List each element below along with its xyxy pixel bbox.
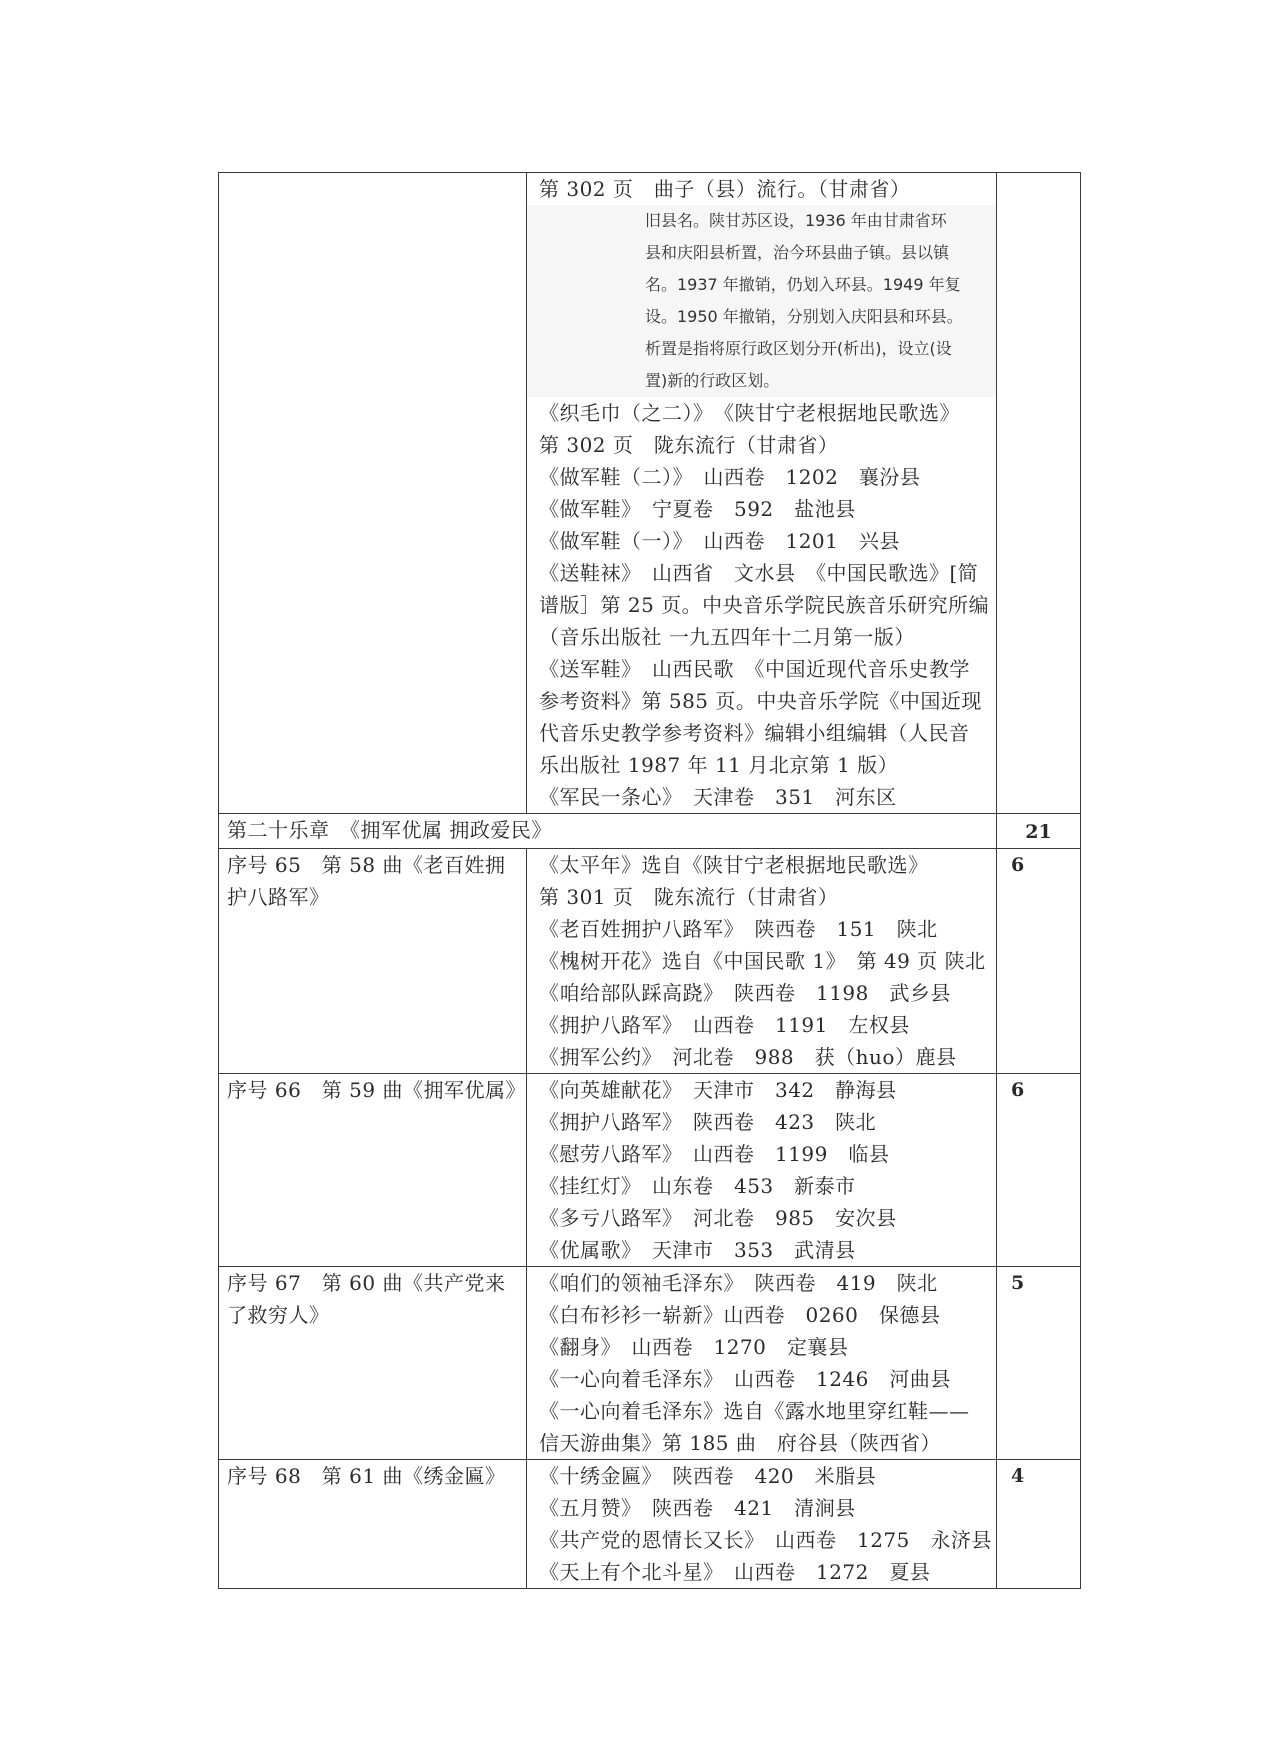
source-line: 《一心向着毛泽东》 山西卷 1246 河曲县 xyxy=(538,1367,951,1391)
source-line: 代音乐史教学参考资料》编辑小组编辑（人民音 xyxy=(538,721,970,745)
source-line: 《咱给部队踩高跷》 陕西卷 1198 武乡县 xyxy=(538,981,951,1005)
song-label-cell xyxy=(219,1460,527,1589)
footnote-line: 析置是指将原行政区划分开(析出)，设立(设 xyxy=(527,333,996,365)
source-line: 《织毛巾（之二）》 《陕甘宁老根据地民歌选》 xyxy=(538,401,960,425)
count-cell xyxy=(996,1460,1080,1589)
source-line: 第 301 页 陇东流行（甘肃省） xyxy=(538,885,839,909)
source-line: 《拥军公约》 河北卷 988 获（huo）鹿县 xyxy=(538,1045,957,1069)
footnote-line: 县和庆阳县析置，治今环县曲子镇。县以镇 xyxy=(527,237,996,269)
count-cell xyxy=(996,849,1080,1074)
song-label-cell xyxy=(219,849,527,1074)
version-count: 5 xyxy=(1010,1272,1025,1294)
footnote-box xyxy=(527,205,996,397)
source-line: 《老百姓拥护八路军》 陕西卷 151 陕北 xyxy=(538,917,938,941)
source-line: 信天游曲集》第 185 曲 府谷县（陕西省） xyxy=(538,1431,941,1455)
sources-cell xyxy=(526,173,996,814)
song-label-line: 护八路军》 xyxy=(227,885,330,909)
source-line: 《拥护八路军》 山西卷 1191 左权县 xyxy=(538,1013,910,1037)
source-line: 《五月赞》 陕西卷 421 清涧县 xyxy=(538,1496,856,1520)
continuation-row xyxy=(219,173,1081,814)
chapter-count: 21 xyxy=(1025,821,1052,843)
song-row xyxy=(219,1074,1081,1267)
song-label-line: 序号 67 第 60 曲《共产党来 xyxy=(227,1271,506,1295)
version-count: 4 xyxy=(1010,1465,1025,1487)
count-cell xyxy=(996,1267,1080,1460)
count-cell-empty xyxy=(996,173,1080,814)
source-line: 《向英雄献花》 天津市 342 静海县 xyxy=(538,1078,897,1102)
source-line: 《白布衫衫一崭新》山西卷 0260 保德县 xyxy=(538,1303,941,1327)
source-line: 谱版］第 25 页。中央音乐学院民族音乐研究所编 xyxy=(538,593,990,617)
source-line: 《咱们的领袖毛泽东》 陕西卷 419 陕北 xyxy=(538,1271,938,1295)
footnote-line: 旧县名。陕甘苏区设，1936 年由甘肃省环 xyxy=(527,205,996,237)
source-line: 第 302 页 曲子（县）流行。（甘肃省） xyxy=(538,177,911,201)
chapter-title: 第二十乐章 《拥军优属 拥政爱民》 xyxy=(227,818,552,842)
song-label-line: 了救穷人》 xyxy=(227,1303,330,1327)
version-count: 6 xyxy=(1010,1079,1025,1101)
source-line: 《翻身》 山西卷 1270 定襄县 xyxy=(538,1335,849,1359)
footnote-line: 置)新的行政区划。 xyxy=(527,365,996,397)
song-row xyxy=(219,849,1081,1074)
source-line: 《一心向着毛泽东》选自《露水地里穿红鞋—— xyxy=(538,1399,970,1423)
chapter-title-cell xyxy=(219,814,997,849)
source-line: 《送军鞋》 山西民歌 《中国近现代音乐史教学 xyxy=(538,657,970,681)
count-cell xyxy=(996,1074,1080,1267)
sources-cell xyxy=(526,1267,996,1460)
source-line: 参考资料》第 585 页。中央音乐学院《中国近现 xyxy=(538,689,982,713)
source-line: 《做军鞋》 宁夏卷 592 盐池县 xyxy=(538,497,856,521)
song-row xyxy=(219,1267,1081,1460)
chapter-row xyxy=(219,814,1081,849)
label-cell-empty xyxy=(219,173,527,814)
source-line: 《军民一条心》 天津卷 351 河东区 xyxy=(538,785,897,809)
source-line: 《多亏八路军》 河北卷 985 安次县 xyxy=(538,1206,897,1230)
song-label-line: 序号 65 第 58 曲《老百姓拥 xyxy=(227,853,506,877)
song-label-cell xyxy=(219,1074,527,1267)
version-count: 6 xyxy=(1010,854,1025,876)
sources-cell xyxy=(526,1460,996,1589)
source-line: 《共产党的恩情长又长》 山西卷 1275 永济县 xyxy=(538,1528,992,1552)
footnote-line: 设。1950 年撤销，分别划入庆阳县和环县。 xyxy=(527,301,996,333)
song-label-cell xyxy=(219,1267,527,1460)
source-line: 第 302 页 陇东流行（甘肃省） xyxy=(538,433,839,457)
source-line: 《十绣金匾》 陕西卷 420 米脂县 xyxy=(538,1464,877,1488)
source-line: 《做军鞋（一）》 山西卷 1201 兴县 xyxy=(538,529,900,553)
source-line: 《做军鞋（二）》 山西卷 1202 襄汾县 xyxy=(538,465,921,489)
song-label-line: 序号 66 第 59 曲《拥军优属》 xyxy=(227,1078,526,1102)
source-line: 《慰劳八路军》 山西卷 1199 临县 xyxy=(538,1142,890,1166)
song-label-line: 序号 68 第 61 曲《绣金匾》 xyxy=(227,1464,506,1488)
source-line: 乐出版社 1987 年 11 月北京第 1 版） xyxy=(538,753,899,777)
source-line: （音乐出版社 一九五四年十二月第一版） xyxy=(538,625,915,649)
source-line: 《送鞋袜》 山西省 文水县 《中国民歌选》[简 xyxy=(538,561,979,585)
footnote-line: 名。1937 年撤销，仍划入环县。1949 年复 xyxy=(527,269,996,301)
source-line: 《太平年》选自《陕甘宁老根据地民歌选》 xyxy=(538,853,929,877)
source-line: 《槐树开花》选自《中国民歌 1》 第 49 页 陕北 xyxy=(538,949,986,973)
song-row xyxy=(219,1460,1081,1589)
chapter-count-cell xyxy=(996,814,1080,849)
source-line: 《优属歌》 天津市 353 武清县 xyxy=(538,1238,856,1262)
source-line: 《挂红灯》 山东卷 453 新泰市 xyxy=(538,1174,856,1198)
source-line: 《拥护八路军》 陕西卷 423 陕北 xyxy=(538,1110,877,1134)
sources-cell xyxy=(526,1074,996,1267)
source-line: 《天上有个北斗星》 山西卷 1272 夏县 xyxy=(538,1560,931,1584)
song-source-table xyxy=(218,172,1081,1589)
sources-cell xyxy=(526,849,996,1074)
